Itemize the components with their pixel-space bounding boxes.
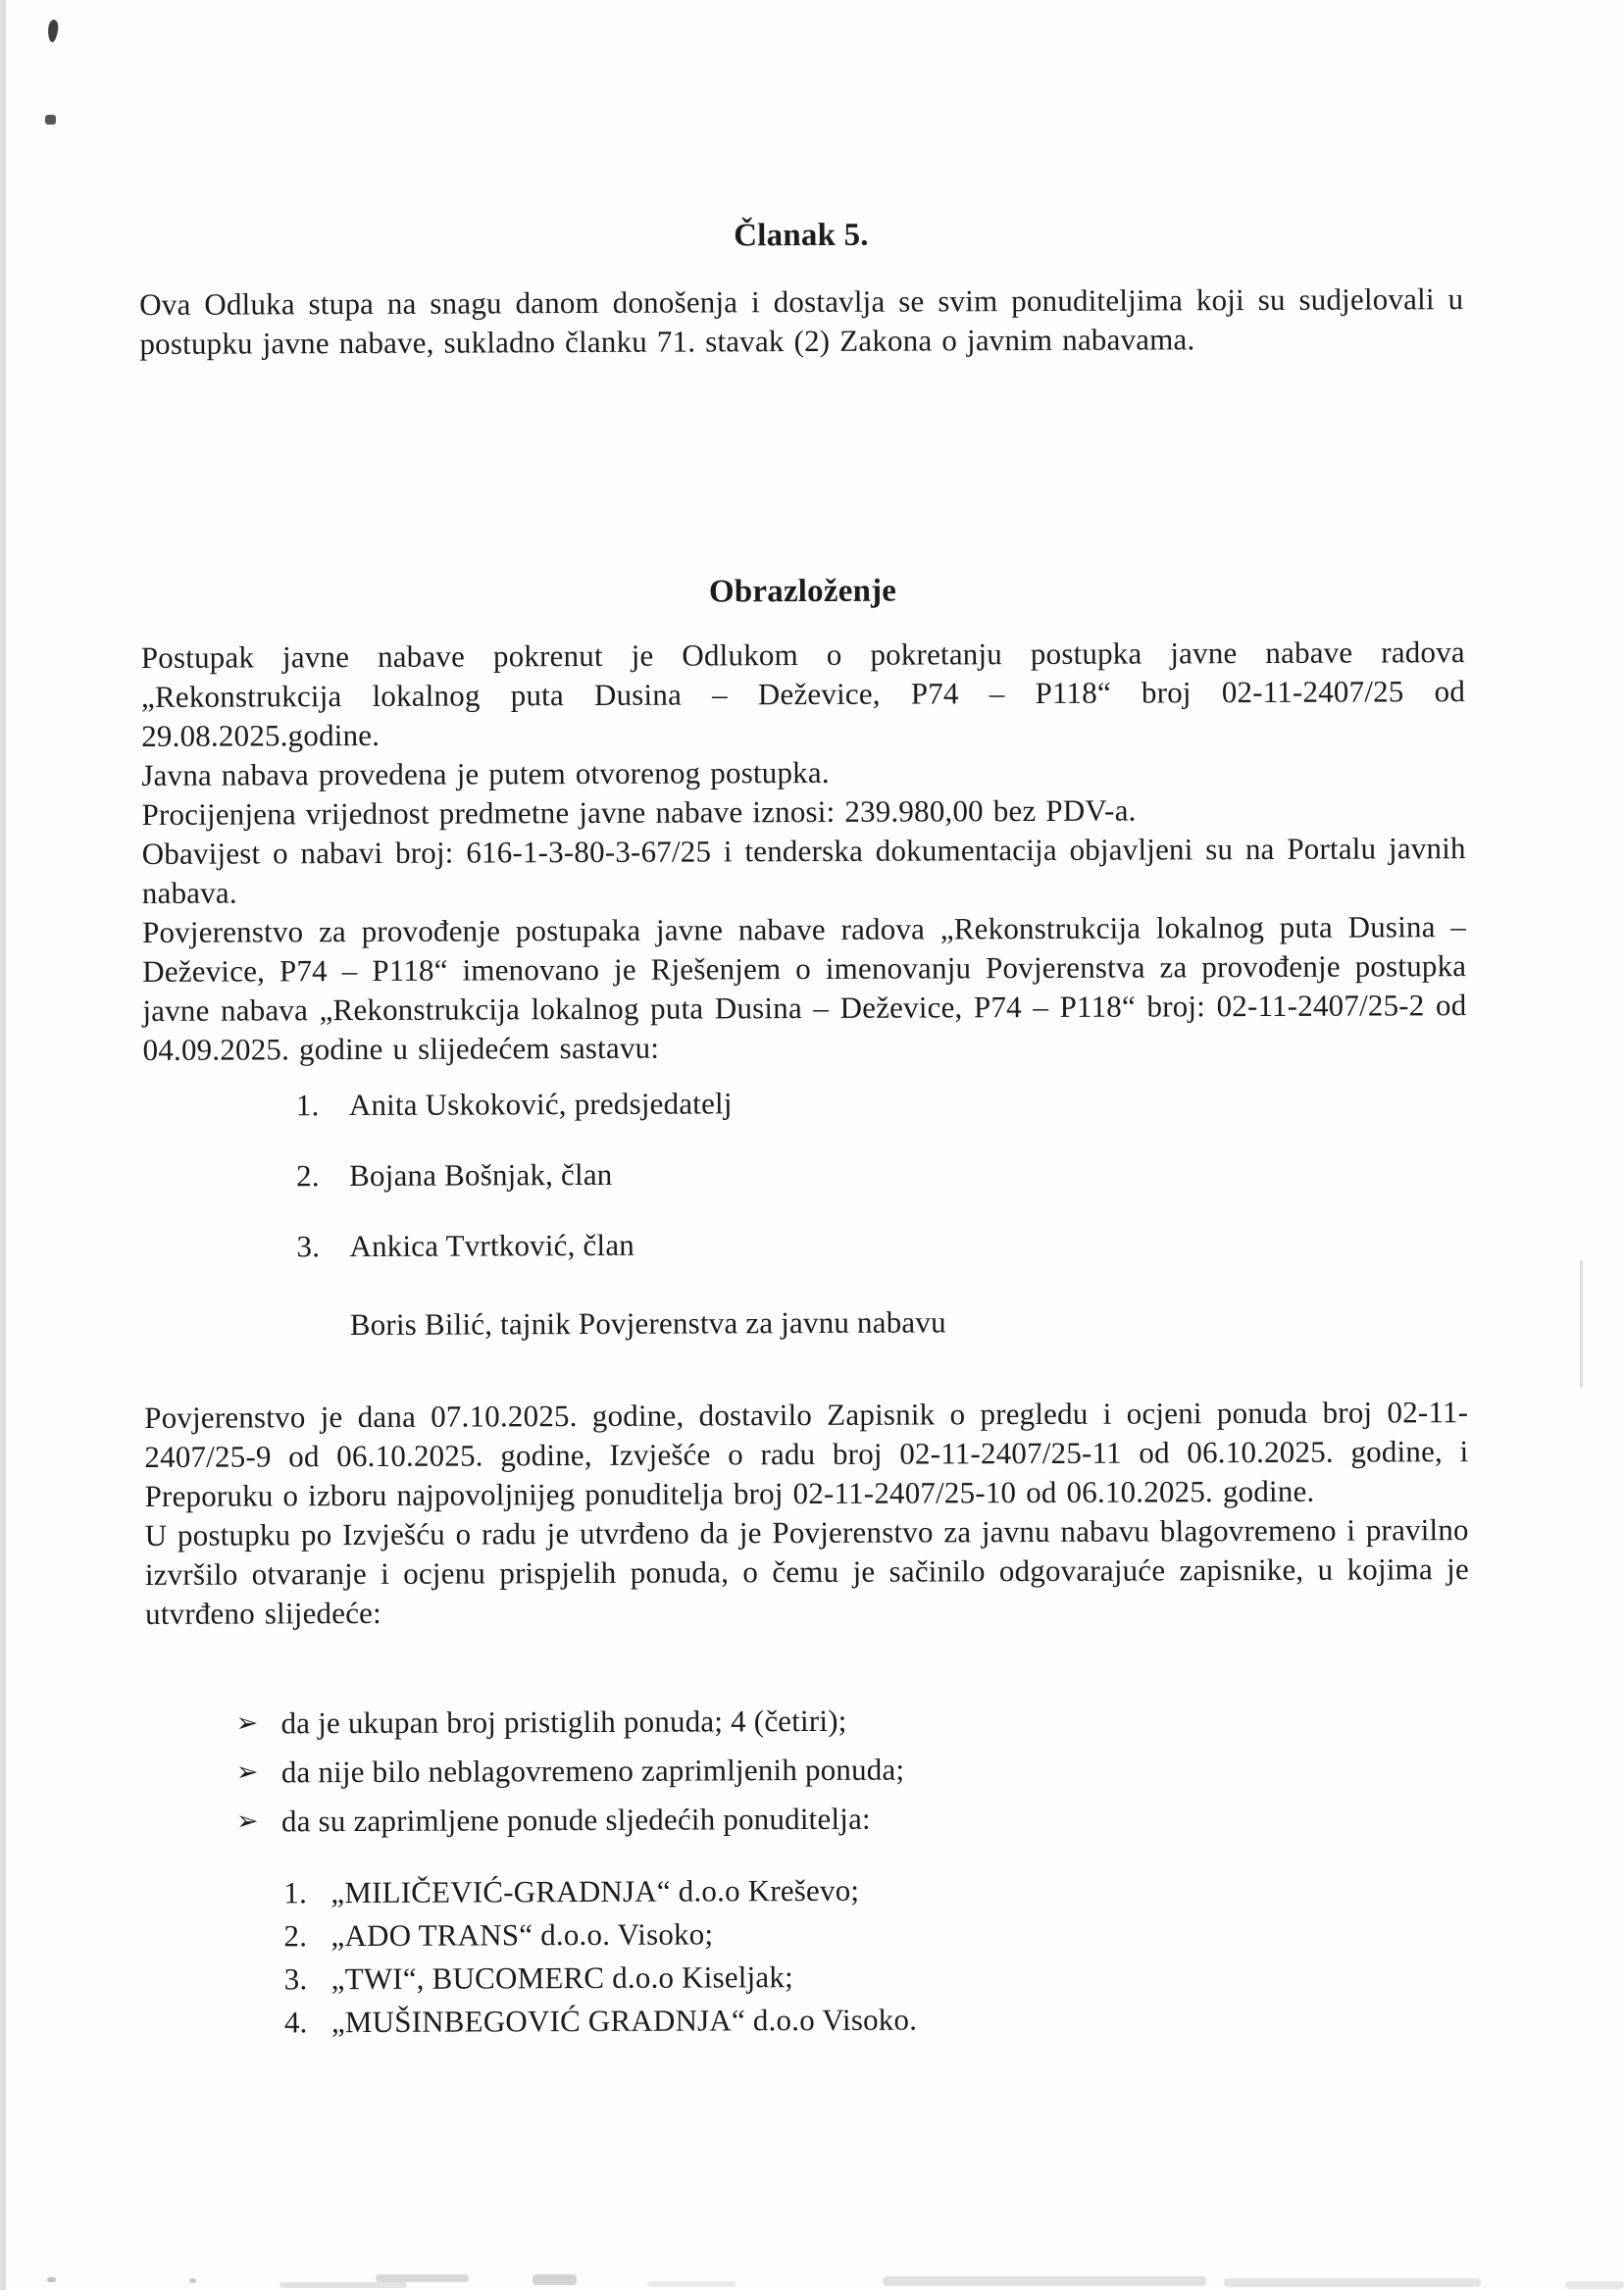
paragraph-committee-appointment: Povjerenstvo za provođenje postupaka javne nabave radova „Rekonstrukcija lokalnog puta Dusina – Deževice, P74 – P118“ imenovano je Rješenjem o imenovanju Povjerenstva za provođenje postupka javne nabava „Rekonstrukcija lokalnog puta Dusina – Deževice, P74 – P118“ broj: 02-11-2407/25-2 od 04.09.2025. godine u slijedećem sastavu: <box>141 909 1467 1067</box>
arrow-bullet-icon: ➢ <box>235 1806 259 1837</box>
list-number: 2. <box>283 1918 308 1954</box>
bidders-list <box>146 1868 1471 2047</box>
bidder-item <box>146 1911 1470 1957</box>
finding-item <box>146 1748 1470 1793</box>
committee-member-name: Bojana Bošnjak, član <box>349 1156 613 1194</box>
finding-text: da su zaprimljene ponude sljedećih ponuditelja: <box>280 1801 871 1839</box>
committee-member-name: Ankica Tvrtković, član <box>349 1227 635 1264</box>
bidder-item <box>146 1868 1470 1913</box>
article-heading: Članak 5. <box>734 217 869 254</box>
bidder-item <box>147 1998 1471 2043</box>
finding-text: da je ukupan broj pristiglih ponuda; 4 (četiri); <box>280 1703 847 1741</box>
arrow-bullet-icon: ➢ <box>235 1707 259 1739</box>
section-heading: Obrazloženje <box>708 573 897 610</box>
bidder-item <box>147 1955 1471 2000</box>
report-paragraphs <box>144 1393 1469 1634</box>
findings-list <box>145 1699 1470 1852</box>
bidder-name: „TWI“, BUCOMERC d.o.o Kiseljak; <box>330 1959 793 1997</box>
list-number: 3. <box>283 1961 308 1997</box>
committee-list <box>143 1081 1468 1346</box>
paragraph-notice-number: Obavijest o nabavi broj: 616-1-3-80-3-67/25 i tenderska dokumentacija objavljeni su na Portalu javnih nabava. <box>141 831 1466 910</box>
article-body-paragraph: Ova Odluka stupa na snagu danom donošenja i dostavlja se svim ponuditeljima koji su sudjelovali u postupku javne nabave, sukladno članku 71. stavak (2) Zakona o javnim nabavama. <box>139 281 1464 361</box>
list-number: 3. <box>296 1229 321 1264</box>
committee-secretary: Boris Bilić, tajnik Povjerenstva za javnu nabavu <box>349 1304 946 1343</box>
bidder-name: „ADO TRANS“ d.o.o. Visoko; <box>330 1916 714 1954</box>
finding-item <box>146 1797 1470 1842</box>
list-number: 2. <box>296 1158 320 1194</box>
paragraph-procedure-findings: U postupku po Izvješću o radu je utvrđeno da je Povjerenstvo za javnu nabavu blagovremeno i pravilno izvršilo otvaranje i ocjenu prispjelih ponuda, o čemu je sačinilo odgovarajuće zapisnike, u kojima je utvrđeno slijedeće: <box>144 1512 1469 1631</box>
paragraph-open-procedure: Javna nabava provedena je putem otvorenog postupka. <box>141 754 830 792</box>
list-number: 1. <box>295 1088 320 1123</box>
intro-paragraphs <box>141 633 1467 1070</box>
list-number: 1. <box>283 1875 308 1910</box>
committee-member-name: Anita Uskoković, predsjedatelj <box>348 1086 733 1123</box>
bidder-name: „MILIČEVIĆ-GRADNJA“ d.o.o Kreševo; <box>330 1872 860 1910</box>
arrow-bullet-icon: ➢ <box>235 1756 259 1788</box>
finding-text: da nije bilo neblagovremeno zaprimljenih ponuda; <box>280 1752 905 1790</box>
paragraph-committee-report: Povjerenstvo je dana 07.10.2025. godine, dostavilo Zapisnik o pregledu i ocjeni ponuda broj 02-11-2407/25-9 od 06.10.2025. godine, Izvješće o radu broj 02-11-2407/25-11 od 06.10.2025. godine, i Preporuku o izboru najpovoljnijeg ponuditelja broj 02-11-2407/25-10 od 06.10.2025. godine. <box>144 1395 1469 1513</box>
bidder-name: „MUŠINBEGOVIĆ GRADNJA“ d.o.o Visoko. <box>330 2002 918 2040</box>
list-number: 4. <box>283 2005 308 2040</box>
committee-member <box>143 1081 1467 1126</box>
committee-member <box>143 1151 1467 1196</box>
finding-item <box>145 1699 1469 1744</box>
paragraph-estimated-value: Procijenjena vrijednost predmetne javne nabave iznosi: 239.980,00 bez PDV-a. <box>141 792 1137 832</box>
committee-member <box>143 1222 1467 1267</box>
paragraph-procurement-start: Postupak javne nabave pokrenut je Odlukom o pokretanju postupka javne nabave radova „Rekonstrukcija lokalnog puta Dusina – Deževice, P74 – P118“ broj 02-11-2407/25 od 29.08.2025.godine. <box>140 635 1466 753</box>
